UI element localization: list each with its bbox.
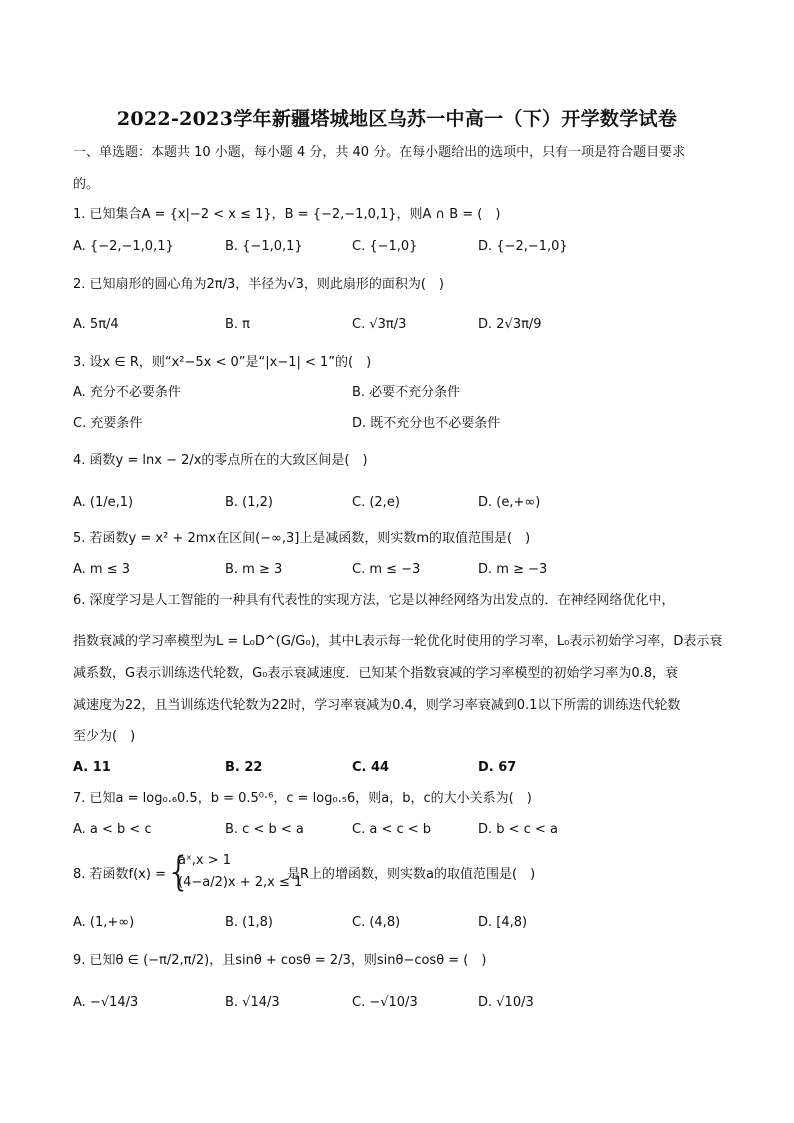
section-heading-cont: 的。 bbox=[73, 177, 100, 192]
question-2-option-c: C. √3π/3 bbox=[352, 317, 407, 332]
question-1-option-a: A. {−2,−1,0,1} bbox=[73, 239, 174, 254]
question-4-option-a: A. (1/e,1) bbox=[73, 495, 134, 510]
question-3-stem: 3. 设x ∈ R，则“x²−5x < 0”是“|x−1| < 1”的( ) bbox=[73, 355, 372, 370]
question-4-option-d: D. (e,+∞) bbox=[478, 495, 541, 510]
question-1-option-c: C. {−1,0} bbox=[352, 239, 418, 254]
question-6-line-2: 指数衰减的学习率模型为L = L₀D^(G/G₀)，其中L表示每一轮优化时使用的学习率，L₀表示初始学习率，D表示衰 bbox=[73, 634, 723, 649]
question-9-option-a: A. −√14/3 bbox=[73, 995, 139, 1010]
question-9-option-c: C. −√10/3 bbox=[352, 995, 418, 1010]
question-6-line-5: 至少为( ) bbox=[73, 729, 136, 744]
question-7-option-b: B. c < b < a bbox=[225, 822, 304, 837]
question-2-option-a: A. 5π/4 bbox=[73, 317, 119, 332]
question-8-case-1: aˣ,x > 1 bbox=[178, 853, 231, 868]
question-7-option-c: C. a < c < b bbox=[352, 822, 432, 837]
question-7-option-a: A. a < b < c bbox=[73, 822, 152, 837]
question-5-option-b: B. m ≥ 3 bbox=[225, 562, 283, 577]
section-heading: 一、单选题：本题共 10 小题，每小题 4 分，共 40 分。在每小题给出的选项中，只有一项是符合题目要求 bbox=[73, 145, 686, 160]
question-2-stem: 2. 已知扇形的圆心角为2π/3，半径为√3，则此扇形的面积为( ) bbox=[73, 277, 444, 292]
question-8-option-b: B. (1,8) bbox=[225, 915, 274, 930]
question-5-option-a: A. m ≤ 3 bbox=[73, 562, 131, 577]
question-8-option-c: C. (4,8) bbox=[352, 915, 401, 930]
question-7-option-d: D. b < c < a bbox=[478, 822, 558, 837]
question-2-option-d: D. 2√3π/9 bbox=[478, 317, 542, 332]
question-6-option-a: A. 11 bbox=[73, 760, 111, 775]
question-4-option-b: B. (1,2) bbox=[225, 495, 274, 510]
question-4-option-c: C. (2,e) bbox=[352, 495, 400, 510]
question-6-option-c: C. 44 bbox=[352, 760, 390, 775]
question-3-option-c: C. 充要条件 bbox=[73, 416, 143, 431]
question-5-option-d: D. m ≥ −3 bbox=[478, 562, 548, 577]
question-8-option-a: A. (1,+∞) bbox=[73, 915, 135, 930]
question-6-line-3: 减系数，G表示训练迭代轮数，G₀表示衰减速度．已知某个指数衰减的学习率模型的初始学习率为0.8，衰 bbox=[73, 666, 679, 681]
question-9-option-d: D. √10/3 bbox=[478, 995, 534, 1010]
question-1-option-b: B. {−1,0,1} bbox=[225, 239, 303, 254]
question-5-option-c: C. m ≤ −3 bbox=[352, 562, 421, 577]
question-2-option-b: B. π bbox=[225, 317, 251, 332]
question-9-stem: 9. 已知θ ∈ (−π/2,π/2)，且sinθ + cosθ = 2/3，则sinθ−cosθ = ( ) bbox=[73, 953, 487, 968]
question-1-option-d: D. {−2,−1,0} bbox=[478, 239, 568, 254]
question-4-stem: 4. 函数y = lnx − 2/x的零点所在的大致区间是( ) bbox=[73, 453, 368, 468]
question-5-stem: 5. 若函数y = x² + 2mx在区间(−∞,3]上是减函数，则实数m的取值范围是( ) bbox=[73, 531, 531, 546]
question-8-suffix: 是R上的增函数，则实数a的取值范围是( ) bbox=[287, 867, 536, 882]
question-8-option-d: D. [4,8) bbox=[478, 915, 528, 930]
question-3-option-b: B. 必要不充分条件 bbox=[352, 385, 461, 400]
question-1-stem: 1. 已知集合A = {x|−2 < x ≤ 1}，B = {−2,−1,0,1}，则A ∩ B = ( ) bbox=[73, 207, 501, 222]
question-6-line-4: 减速度为22，且当训练迭代轮数为22时，学习率衰减为0.4，则学习率衰减到0.1以下所需的训练迭代轮数 bbox=[73, 698, 681, 713]
question-6-option-d: D. 67 bbox=[478, 760, 517, 775]
question-9-option-b: B. √14/3 bbox=[225, 995, 280, 1010]
question-8-case-2: (4−a/2)x + 2,x ≤ 1 bbox=[178, 875, 303, 890]
question-7-stem: 7. 已知a = log₀.₆0.5，b = 0.5⁰·⁶，c = log₀.₅6，则a，b，c的大小关系为( ) bbox=[73, 791, 532, 806]
page-title: 2022-2023学年新疆塔城地区乌苏一中高一（下）开学数学试卷 bbox=[116, 108, 678, 130]
question-3-option-d: D. 既不充分也不必要条件 bbox=[352, 416, 501, 431]
brace-icon: { bbox=[166, 849, 192, 895]
question-8-prefix: 8. 若函数f(x) = bbox=[73, 867, 166, 882]
question-6-line-1: 6. 深度学习是人工智能的一种具有代表性的实现方法，它是以神经网络为出发点的．在神经网络优化中， bbox=[73, 593, 675, 608]
question-3-option-a: A. 充分不必要条件 bbox=[73, 385, 181, 400]
question-6-option-b: B. 22 bbox=[225, 760, 263, 775]
